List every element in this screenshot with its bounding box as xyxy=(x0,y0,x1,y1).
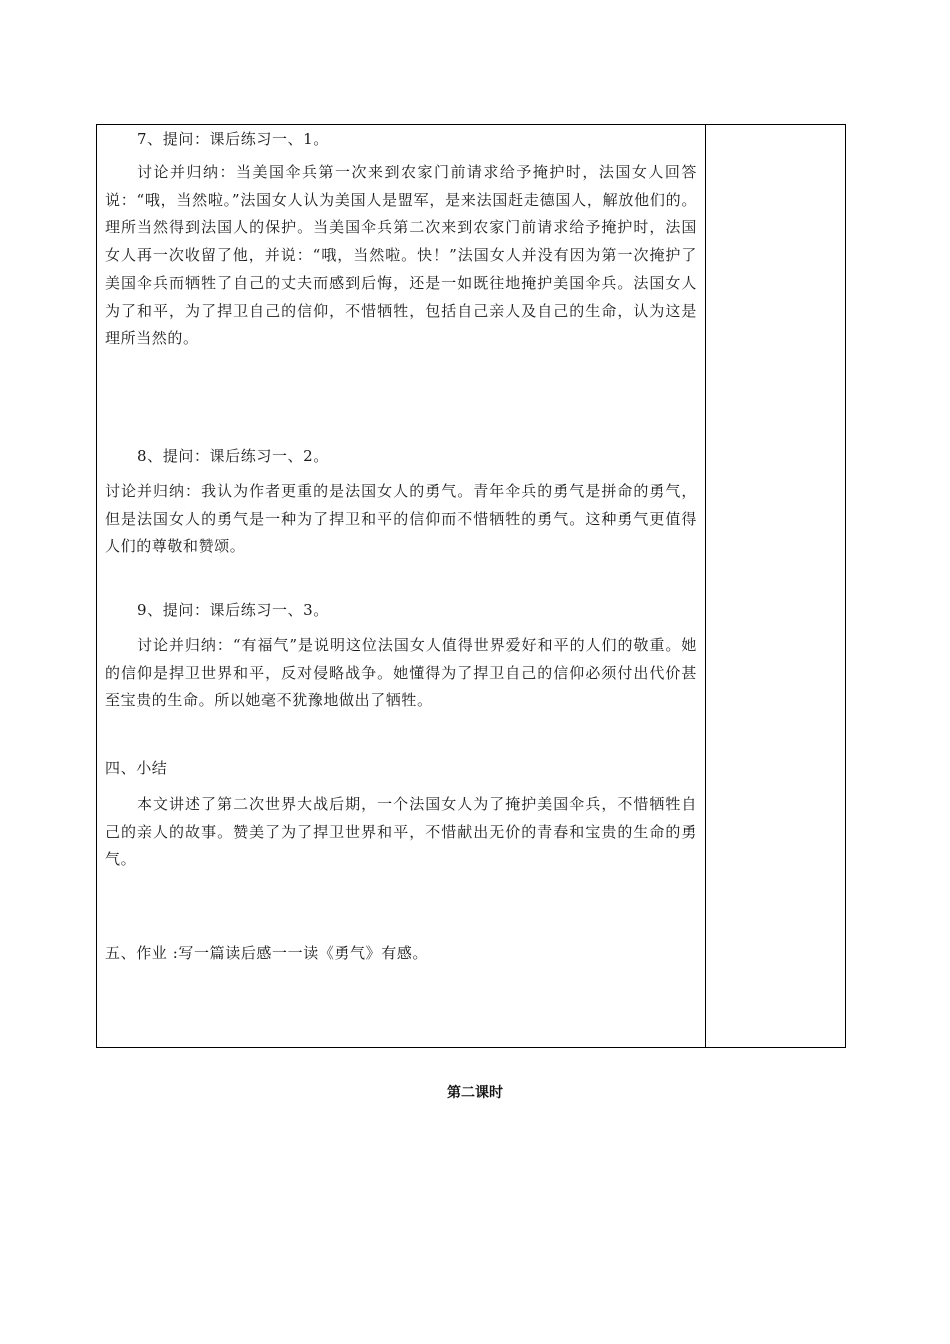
answer-9: 讨论并归纳：“有福气”是说明这位法国女人值得世界爱好和平的人们的敬重。她的信仰是捍卫世界和平，反对侵略战争。她懂得为了捍卫自己的信仰必须付出代价甚至宝贵的生命。所以她毫不犹豫地做出了牺牲。 xyxy=(105,636,697,710)
next-lesson-title: 第二课时 xyxy=(447,1085,503,1101)
section-summary-title: 四、小结 xyxy=(105,759,168,777)
question-8: 8、提问：课后练习一、2。 xyxy=(137,447,329,465)
question-9: 9、提问：课后练习一、3。 xyxy=(137,601,329,619)
section-summary-text: 本文讲述了第二次世界大战后期，一个法国女人为了掩护美国伞兵，不惜牺牲自己的亲人的故事。赞美了为了捍卫世界和平，不惜献出无价的青春和宝贵的生命的勇气。 xyxy=(105,795,697,869)
lesson-content-cell xyxy=(97,125,706,1047)
section-homework: 五、作业 :写一篇读后感一一读《勇气》有感。 xyxy=(105,944,429,962)
answer-8: 讨论并归纳：我认为作者更重的是法国女人的勇气。青年伞兵的勇气是拼命的勇气，但是法国女人的勇气是一种为了捍卫和平的信仰而不惜牺牲的勇气。这种勇气更值得人们的尊敬和赞颂。 xyxy=(105,482,697,556)
answer-7: 讨论并归纳：当美国伞兵第一次来到农家门前请求给予掩护时，法国女人回答说：“哦，当然啦。”法国女人认为美国人是盟军，是来法国赶走德国人，解放他们的。理所当然得到法国人的保护。当美国伞兵第二次来到农家门前请求给予掩护时，法国女人再一次收留了他，并说：“哦，当然啦。快！”法国女人并没有因为第一次掩护了美国伞兵而牺牲了自己的丈夫而感到后悔，还是一如既往地掩护美国伞兵。法国女人为了和平，为了捍卫自己的信仰，不惜牺牲，包括自己亲人及自己的生命，认为这是理所当然的。 xyxy=(105,163,697,348)
notes-cell xyxy=(706,125,845,1047)
question-7: 7、提问：课后练习一、1。 xyxy=(137,130,329,148)
lesson-table xyxy=(96,124,846,1048)
